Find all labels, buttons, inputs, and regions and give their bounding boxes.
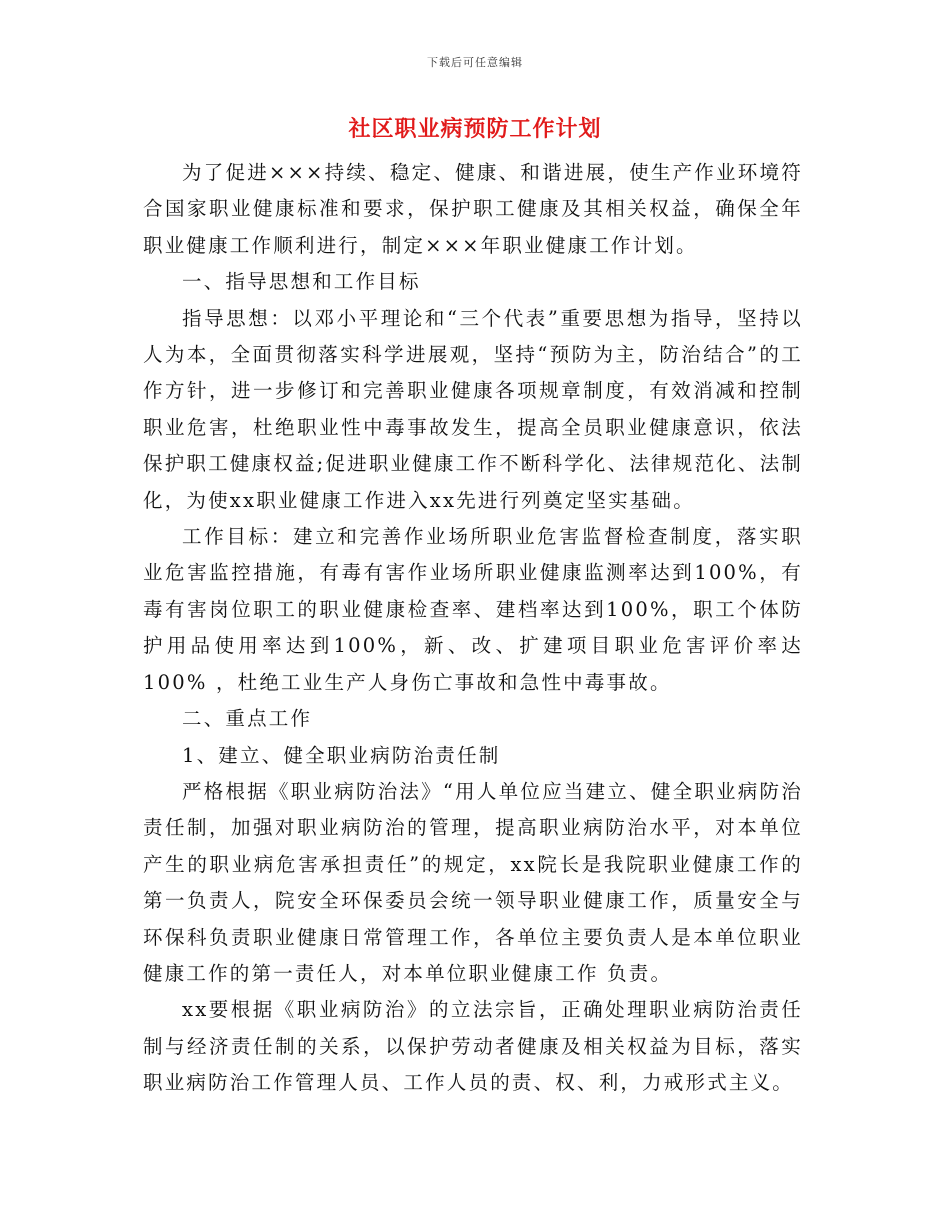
intro-paragraph: 为了促进×××持续、稳定、健康、和谐进展，使生产作业环境符合国家职业健康标准和要求，保护职工健康及其相关权益，确保全年职业健康工作顺利进行，制定×××年职业健康工作计划。 — [143, 161, 803, 257]
section-heading-guiding-ideology: 一、指导思想和工作目标 — [182, 270, 421, 294]
guiding-ideology-paragraph: 指导思想：以邓小平理论和“三个代表”重要思想为指导，坚持以人为本，全面贯彻落实科学进展观，坚持“预防为主，防治结合”的工作方针，进一步修订和完善职业健康各项规章制度，有效消减和控制职业危害，杜绝职业性中毒事故发生，提高全员职业健康意识，依法保护职工健康权益;促进职业健康工作不断科学化、法律规范化、法制化，为使xx职业健康工作进入xx先进行列奠定坚实基础。 — [143, 306, 803, 512]
work-goals-paragraph: 工作目标：建立和完善作业场所职业危害监督检查制度，落实职业危害监控措施，有毒有害作业场所职业健康监测率达到100%，有毒有害岗位职工的职业健康检查率、建档率达到100%，职工个体防护用品使用率达到100%，新、改、扩建项目职业危害评价率达100% ，杜绝工业生产人身伤亡事故和急性中毒事故。 — [143, 525, 803, 694]
document-body — [143, 155, 803, 1102]
legislative-purpose-paragraph: xx要根据《职业病防治》的立法宗旨，正确处理职业病防治责任制与经济责任制的关系，以保护劳动者健康及相关权益为目标，落实职业病防治工作管理人员、工作人员的责、权、利，力戒形式主义。 — [143, 998, 803, 1095]
responsibility-system-paragraph: 严格根据《职业病防治法》“用人单位应当建立、健全职业病防治责任制，加强对职业病防治的管理，提高职业病防治水平，对本单位产生的职业病危害承担责任”的规定，xx院长是我院职业健康工作的第一负责人，院安全环保委员会统一领导职业健康工作，质量安全与环保科负责职业健康日常管理工作，各单位主要负责人是本单位职业健康工作的第一责任人，对本单位职业健康工作 负责。 — [143, 779, 803, 985]
section-heading-key-work: 二、重点工作 — [182, 707, 313, 731]
header-note: 下载后可任意编辑 — [427, 56, 523, 69]
subsection-heading-responsibility-system: 1、建立、健全职业病防治责任制 — [182, 743, 501, 767]
document-title: 社区职业病预防工作计划 — [348, 116, 602, 142]
